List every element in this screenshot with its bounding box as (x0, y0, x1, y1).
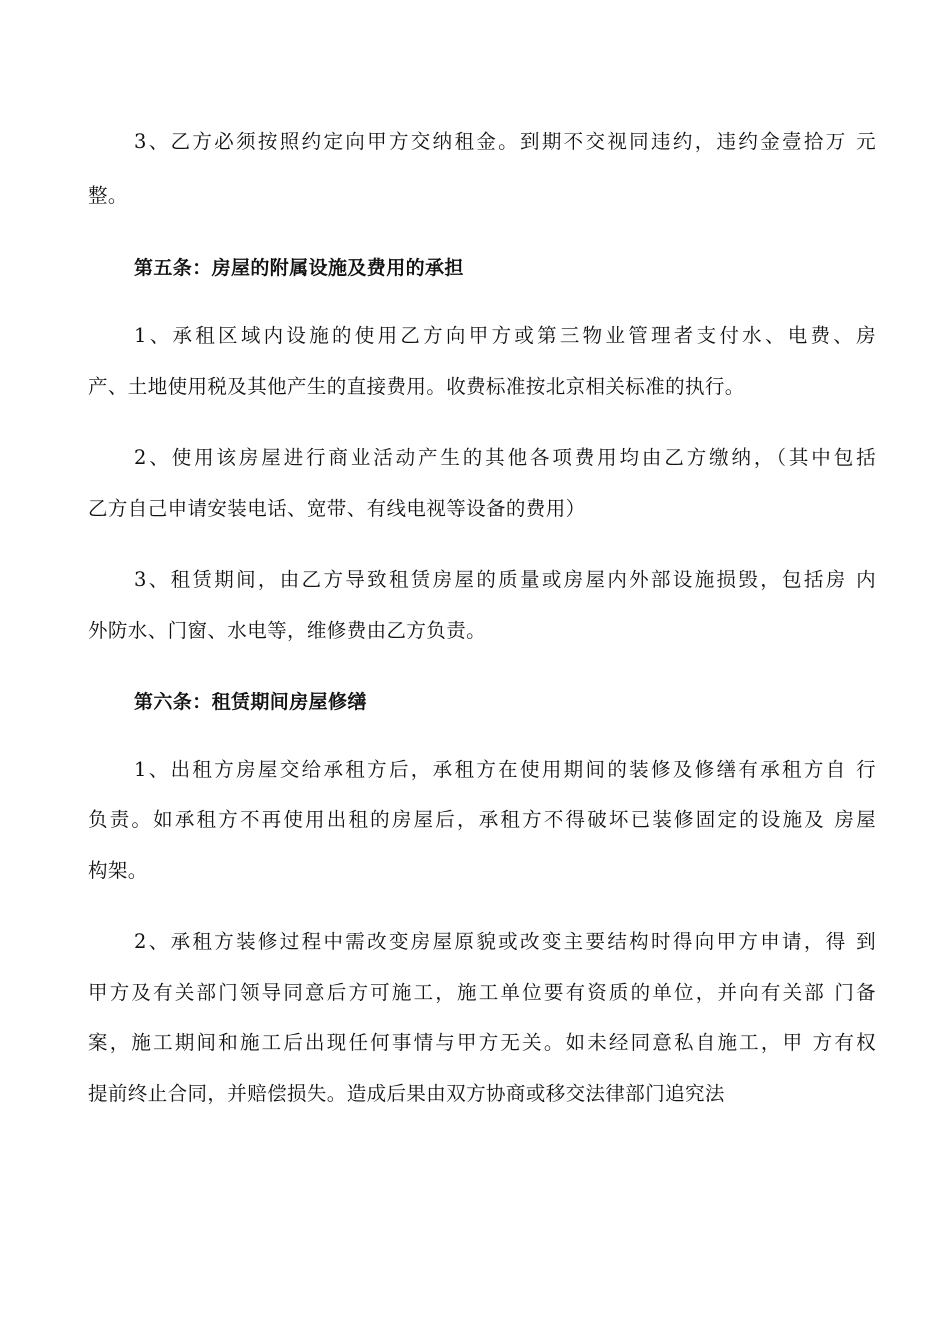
clause-6-item-1-line-2: 负责。如承租方不再使用出租的房屋后，承租方不得破坏已装修固定的设施及 房屋 (88, 808, 876, 831)
clause-6-heading: 第六条：租赁期间房屋修缮 (134, 691, 367, 713)
clause-6-item-1-line-3: 构架。 (88, 859, 148, 882)
clause-6-item-2-line-2: 甲方及有关部门领导同意后方可施工，施工单位要有资质的单位，并向有关部 门备 (88, 981, 876, 1004)
clause-5-item-2-line-1: 2、使用该房屋进行商业活动产生的其他各项费用均由乙方缴纳，（其中包括 (134, 446, 876, 469)
clause-5-item-1-line-1: 1、承租区域内设施的使用乙方向甲方或第三物业管理者支付水、电费、房 (134, 324, 876, 347)
clause-5-item-3-line-2: 外防水、门窗、水电等，维修费由乙方负责。 (88, 619, 487, 642)
clause-6-item-2-line-4: 提前终止合同，并赔偿损失。造成后果由双方协商或移交法律部门追究法 (88, 1082, 725, 1105)
clause-6-item-2-line-1: 2、承租方装修过程中需改变房屋原貌或改变主要结构时得向甲方申请，得 到 (134, 930, 876, 953)
clause-6-item-2-line-3: 案，施工期间和施工后出现任何事情与甲方无关。如未经同意私自施工，甲 方有权 (88, 1031, 876, 1054)
clause-5-heading: 第五条：房屋的附属设施及费用的承担 (134, 257, 464, 279)
clause-5-item-3-line-1: 3、租赁期间，由乙方导致租赁房屋的质量或房屋内外部设施损毁，包括房 内 (134, 568, 876, 591)
clause-4-item-3-line-2: 整。 (88, 184, 128, 207)
clause-5-item-2-line-2: 乙方自己申请安装电话、宽带、有线电视等设备的费用） (88, 497, 586, 520)
clause-6-item-1-line-1: 1、出租方房屋交给承租方后，承租方在使用期间的装修及修缮有承租方自 行 (134, 758, 876, 781)
clause-4-item-3-line-1: 3、乙方必须按照约定向甲方交纳租金。到期不交视同违约，违约金壹拾万 元 (134, 130, 876, 153)
clause-5-item-1-line-2: 产、土地使用税及其他产生的直接费用。收费标准按北京相关标准的执行。 (88, 375, 745, 398)
